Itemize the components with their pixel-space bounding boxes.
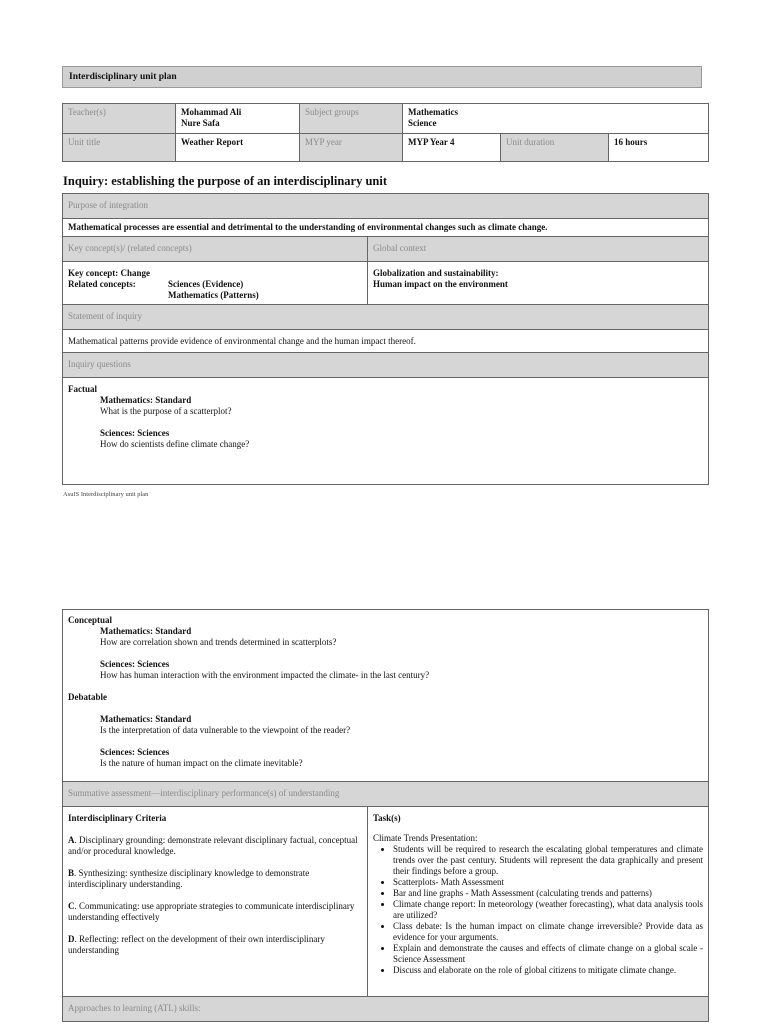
teacher-label: Teacher(s) bbox=[63, 104, 176, 134]
page-footer: AsuIS Interdisciplinary unit plan bbox=[63, 491, 149, 498]
subject-groups-value: Mathematics Science bbox=[403, 104, 709, 134]
unit-duration-value: 16 hours bbox=[609, 134, 709, 162]
inquiry-questions-label: Inquiry questions bbox=[63, 353, 709, 378]
task-item: • Bar and line graphs - Math Assessment (calculating trends and patterns) bbox=[393, 888, 703, 899]
key-concepts-content: Key concept: Change Related concepts: Sciences (Evidence) Mathematics (Patterns) bbox=[63, 262, 368, 305]
statement-text: Mathematical patterns provide evidence of environmental change and the human impact thereof. bbox=[63, 330, 709, 353]
key-concepts-label: Key concept(s)/ (related concepts) bbox=[63, 237, 368, 262]
page2-table bbox=[62, 609, 709, 1022]
factual-questions: Factual Mathematics: Standard What is the purpose of a scatterplot? Sciences: Sciences How do scientists define climate change? bbox=[63, 378, 709, 485]
unit-title-value: Weather Report bbox=[176, 134, 300, 162]
task-item: • Scatterplots- Math Assessment bbox=[393, 877, 703, 888]
conceptual-debatable-questions: Conceptual Mathematics: Standard How are correlation shown and trends determined in scatterplots? Sciences: Sciences How has human interaction with the environment impacted the climate- in the last century? Debatable Mathematics: Standard Is the interpretation of data vulnerable to the viewpoint of the reader? Sciences: Sciences Is the nature of human impact on the climate inevitable? bbox=[63, 610, 709, 782]
unit-info-table bbox=[62, 103, 709, 162]
task-item: • Climate change report: In meteorology (weather forecasting), what data analysis tools are utilized? bbox=[393, 899, 703, 921]
tasks-list bbox=[373, 844, 703, 976]
global-context-label: Global context bbox=[368, 237, 709, 262]
task-item: • Class debate: Is the human impact on climate change irreversible? Provide data as evidence for your arguments. bbox=[393, 921, 703, 943]
purpose-text: Mathematical processes are essential and detrimental to the understanding of environmental changes such as climate change. bbox=[63, 219, 709, 237]
global-context-content: Globalization and sustainability: Human impact on the environment bbox=[368, 262, 709, 305]
task-item: • Discuss and elaborate on the role of global citizens to mitigate climate change. bbox=[393, 965, 703, 976]
unit-plan-banner: Interdisciplinary unit plan bbox=[62, 66, 702, 88]
inquiry-heading: Inquiry: establishing the purpose of an interdisciplinary unit bbox=[63, 174, 388, 188]
unit-title-label: Unit title bbox=[63, 134, 176, 162]
purpose-label: Purpose of integration bbox=[63, 194, 709, 219]
interdisciplinary-criteria: Interdisciplinary Criteria A. Disciplinary grounding: demonstrate relevant disciplinary factual, conceptual and/or procedural knowledge. B. Synthesizing: synthesize disciplinary knowledge to demonstrate interdisciplinary understanding. C. Communicating: use appropriate strategies to communicate interdisciplinary understanding effectively D. Reflecting: reflect on the development of their own interdisciplinary understanding bbox=[63, 807, 368, 997]
summative-label: Summative assessment—interdisciplinary performance(s) of understanding bbox=[63, 782, 709, 807]
myp-year-label: MYP year bbox=[300, 134, 403, 162]
atl-label: Approaches to learning (ATL) skills: bbox=[63, 997, 709, 1022]
teacher-value: Mohammad Ali Nure Safa bbox=[176, 104, 300, 134]
statement-label: Statement of inquiry bbox=[63, 305, 709, 330]
task-item: • Explain and demonstrate the causes and effects of climate change on a global scale - Science Assessment bbox=[393, 943, 703, 965]
myp-year-value: MYP Year 4 bbox=[403, 134, 501, 162]
unit-duration-label: Unit duration bbox=[501, 134, 609, 162]
task-item: • Students will be required to research the escalating global temperatures and climate trends over the past century. Students will represent the data graphically and present their findings before a group. bbox=[393, 844, 703, 877]
subject-groups-label: Subject groups bbox=[300, 104, 403, 134]
inquiry-table bbox=[62, 193, 709, 485]
tasks-cell: Task(s) Climate Trends Presentation: • Students will be required to research the escalating global temperatures and climate trends over the past century. Students will represent the data graphically and present their findings before a group. • Scatterplots- Math Assessment • Bar and line graphs - Math Assessment (calculating trends and patterns) • Climate change report: In meteorology (weather forecasting), what data analysis tools are utilized? • Class debate: Is the human impact on climate change irreversible? Provide data as evidence for your arguments. • Explain and demonstrate the causes and effects of climate change on a global scale - Science Assessment • Discuss and elaborate on the role of global citizens to mitigate climate change. bbox=[368, 807, 709, 997]
